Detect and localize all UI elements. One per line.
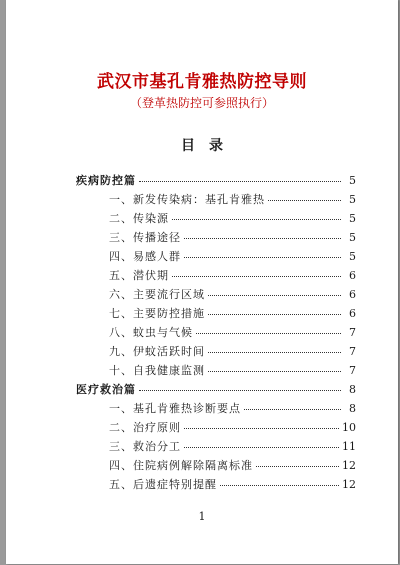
toc-entry-label: 七、主要防控措施 xyxy=(109,307,205,320)
dot-leader xyxy=(184,238,341,239)
dot-leader xyxy=(184,257,341,258)
toc-entry[interactable] xyxy=(76,362,356,381)
toc-entry-label: 四、住院病例解除隔离标准 xyxy=(109,459,253,472)
dot-leader xyxy=(208,295,341,296)
toc-entry-label: 五、后遗症特别提醒 xyxy=(109,478,217,491)
table-of-contents xyxy=(76,172,356,495)
document-page xyxy=(6,0,398,564)
toc-entry-page: 5 xyxy=(349,193,356,206)
toc-heading: 目 录 xyxy=(181,138,223,154)
toc-entry-label: 十、自我健康监测 xyxy=(109,364,205,377)
toc-entry-label: 九、伊蚊活跃时间 xyxy=(109,345,205,358)
toc-section[interactable] xyxy=(76,381,356,400)
toc-entry-label: 三、传播途径 xyxy=(109,231,181,244)
toc-entry-page: 6 xyxy=(349,307,356,320)
dot-leader xyxy=(208,371,341,372)
document-subtitle: （登革热防控可参照执行） xyxy=(129,96,274,110)
toc-entry[interactable] xyxy=(76,400,356,419)
toc-entry-page: 5 xyxy=(349,212,356,225)
toc-entry[interactable] xyxy=(76,476,356,495)
dot-leader xyxy=(208,314,341,315)
dot-leader xyxy=(172,219,341,220)
document-title: 武汉市基孔肯雅热防控导则 xyxy=(97,72,307,92)
toc-entry[interactable] xyxy=(76,457,356,476)
toc-entry-page: 5 xyxy=(349,174,356,187)
dot-leader xyxy=(244,409,341,410)
toc-entry-label: 一、新发传染病：基孔肯雅热 xyxy=(109,193,265,206)
toc-entry-page: 5 xyxy=(349,231,356,244)
toc-entry-label: 一、基孔肯雅热诊断要点 xyxy=(109,402,241,415)
toc-entry-page: 12 xyxy=(342,478,356,491)
dot-leader xyxy=(208,352,341,353)
toc-entry-page: 7 xyxy=(349,364,356,377)
toc-entry-label: 二、传染源 xyxy=(109,212,169,225)
toc-entry-page: 8 xyxy=(349,383,356,396)
toc-entry-page: 8 xyxy=(349,402,356,415)
toc-entry-label: 二、治疗原则 xyxy=(109,421,181,434)
toc-entry-page: 11 xyxy=(342,440,356,453)
toc-entry-page: 5 xyxy=(349,250,356,263)
dot-leader xyxy=(184,447,339,448)
toc-entry[interactable] xyxy=(76,438,356,457)
dot-leader xyxy=(139,390,341,391)
dot-leader xyxy=(196,333,341,334)
toc-entry[interactable] xyxy=(76,286,356,305)
page-number: 1 xyxy=(198,510,206,523)
toc-entry[interactable] xyxy=(76,229,356,248)
dot-leader xyxy=(256,466,339,467)
toc-section[interactable] xyxy=(76,172,356,191)
dot-leader xyxy=(139,181,341,182)
toc-entry-label: 医疗救治篇 xyxy=(76,383,136,396)
toc-entry-label: 六、主要流行区域 xyxy=(109,288,205,301)
dot-leader xyxy=(268,200,341,201)
toc-entry[interactable] xyxy=(76,324,356,343)
dot-leader xyxy=(184,428,339,429)
toc-entry[interactable] xyxy=(76,343,356,362)
toc-entry-label: 八、蚊虫与气候 xyxy=(109,326,193,339)
toc-entry-label: 三、救治分工 xyxy=(109,440,181,453)
toc-entry[interactable] xyxy=(76,267,356,286)
dot-leader xyxy=(172,276,341,277)
toc-entry-page: 10 xyxy=(342,421,356,434)
toc-entry[interactable] xyxy=(76,305,356,324)
toc-entry-page: 7 xyxy=(349,326,356,339)
toc-entry-label: 五、潜伏期 xyxy=(109,269,169,282)
toc-entry[interactable] xyxy=(76,248,356,267)
toc-entry[interactable] xyxy=(76,191,356,210)
toc-entry[interactable] xyxy=(76,210,356,229)
toc-entry-page: 12 xyxy=(342,459,356,472)
toc-entry-page: 6 xyxy=(349,269,356,282)
toc-entry-page: 6 xyxy=(349,288,356,301)
toc-entry-page: 7 xyxy=(349,345,356,358)
toc-entry-label: 疾病防控篇 xyxy=(76,174,136,187)
toc-entry[interactable] xyxy=(76,419,356,438)
toc-entry-label: 四、易感人群 xyxy=(109,250,181,263)
dot-leader xyxy=(220,485,339,486)
